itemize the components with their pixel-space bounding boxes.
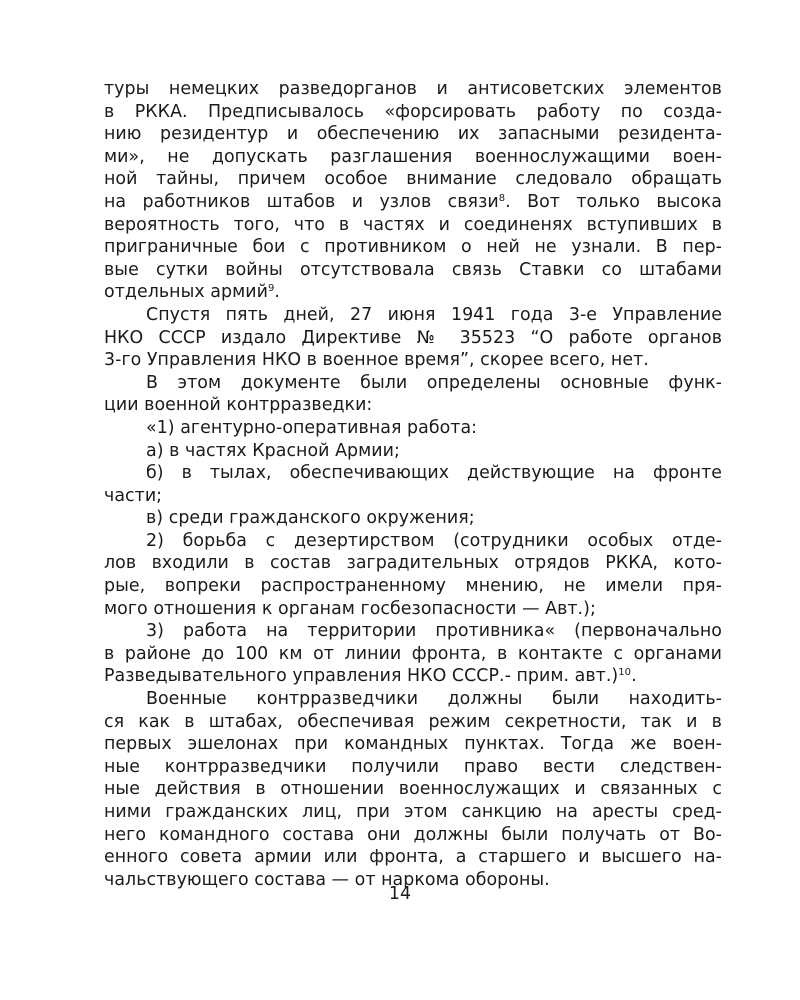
text-line-tail: . Вот только высока [505,191,722,212]
text-line-tail: . [631,666,637,687]
text-line-content: чальствующего состава — от наркома обороны. [104,869,550,890]
text-line-content: НКО СССР издало Директиве № 35523 “О работе органов [104,327,722,348]
text-line [104,304,722,327]
text-line [104,485,722,508]
text-line-content: приграничные бои с противником о ней не узнали. В пер- [104,237,722,258]
text-line-content: него командного состава они должны были получать от Во- [104,824,722,845]
text-line-content: вероятность того, что в частях и соединенях вступивших в [104,214,722,235]
text-line [104,259,722,282]
text-line-content: мого отношения к органам госбезопасности — Авт.); [104,598,596,619]
text-line [104,801,722,824]
text-line-content: ними гражданских лиц, при этом санкцию на аресты сред- [104,802,722,822]
text-line-content: ся как в штабах, обеспечивая режим секретности, так и в [104,711,722,732]
text-line [104,146,722,169]
text-line [104,620,722,643]
text-line-content: б) в тылах, обеспечивающих действующие на фронте [146,463,722,484]
text-line [104,281,722,304]
text-line [104,394,722,417]
text-line-content: 3-го Управления НКО в военное время”, скорее всего, нет. [104,350,649,371]
text-line [104,643,722,666]
text-line-content: В этом документе были определены основные функ- [146,372,722,393]
text-line [104,778,722,801]
text-line-content: Спустя пять дней, 27 июня 1941 года 3-е Управление [146,304,722,325]
text-line-content: нию резидентур и обеспечению их запасными резидента- [104,124,722,145]
footnote-ref: 8 [498,192,506,204]
text-line-content: Разведывательного управления НКО СССР.- прим. авт.) [104,666,619,687]
text-line-content: 2) борьба с дезертирством (сотрудники особых отде- [146,530,722,551]
page-number: 14 [388,884,412,904]
text-line-content: лов входили в состав заградительных отрядов РККА, кото- [104,553,722,574]
text-line [104,507,722,530]
text-line [104,101,722,124]
text-line-content: ной тайны, причем особое внимание следовало обращать [104,169,722,190]
text-line [104,665,722,688]
text-line-content: 3) работа на территории противника« (первоначально [146,621,722,642]
text-line [104,846,722,869]
text-line [104,575,722,598]
text-line-content: «1) агентурно-оперативная работа: [146,417,478,438]
text-line-content: отдельных армий [104,282,268,303]
text-line-tail: . [274,282,280,303]
text-line [104,168,722,191]
text-line-content: в районе до 100 км от линии фронта, в контакте с органами [104,643,722,664]
text-line [104,78,722,101]
page-body-text [104,78,722,891]
text-line [104,417,722,440]
text-line [104,191,722,214]
text-line-content: енного совета армии или фронта, а старшего и высшего на- [104,847,722,868]
text-line-content: в РККА. Предписывалось «форсировать работу по созда- [104,101,722,122]
text-line [104,688,722,711]
text-line-content: вые сутки войны отсутствовала связь Ставки со штабами [104,259,722,280]
text-line [104,530,722,553]
text-line-content: ные контрразведчики получили право вести следствен- [104,756,722,777]
text-line [104,711,722,734]
text-line-content: ми», не допускать разглашения военнослужащими воен- [104,146,722,167]
text-line [104,327,722,350]
text-line-content: туры немецких разведорганов и антисоветских элементов [104,79,722,99]
text-line-content: ные действия в отношении военнослужащих и связанных с [104,779,722,800]
text-line [104,598,722,621]
text-line [104,123,722,146]
text-line [104,824,722,847]
text-line-content: первых эшелонах при командных пунктах. Тогда же воен- [104,734,722,755]
text-line [104,349,722,372]
text-line [104,236,722,259]
text-line-content: Военные контрразведчики должны были находить- [146,689,722,710]
footnote-ref: 9 [267,283,275,295]
text-line [104,733,722,756]
text-line [104,372,722,395]
text-line [104,440,722,463]
text-line-content: а) в частях Красной Армии; [146,440,400,461]
text-line [104,462,722,485]
text-line [104,552,722,575]
text-line [104,756,722,779]
text-line-content: ции военной контрразведки: [104,395,373,416]
text-line [104,214,722,237]
text-line-content: части; [104,485,163,506]
text-line-content: на работников штабов и узлов связи [104,191,499,212]
text-line-content: рые, вопреки распространенному мнению, не имели пря- [104,576,722,597]
footnote-ref: 10 [618,667,632,679]
text-line-content: в) среди гражданского окружения; [146,508,475,529]
